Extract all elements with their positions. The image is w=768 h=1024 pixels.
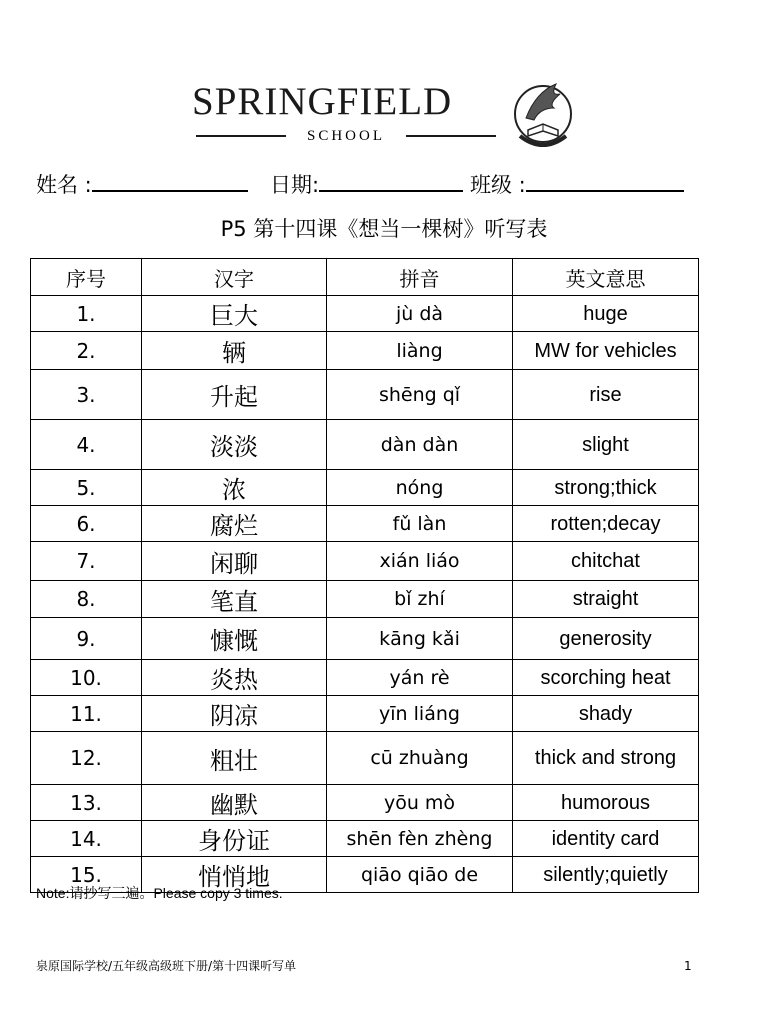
row-hanzi: 闲聊 <box>142 542 327 581</box>
row-pinyin: shēn fèn zhèng <box>327 821 513 857</box>
row-number: 15. <box>31 857 142 893</box>
row-english: strong;thick <box>513 470 699 506</box>
class-label: 班级 : <box>470 173 526 197</box>
row-pinyin: yīn liáng <box>327 696 513 732</box>
row-pinyin: yōu mò <box>327 785 513 821</box>
row-number: 11. <box>31 696 142 732</box>
table-row <box>31 420 699 470</box>
row-english: thick and strong <box>513 732 699 785</box>
row-hanzi: 升起 <box>142 370 327 420</box>
row-english: silently;quietly <box>513 857 699 893</box>
student-info-row <box>36 168 736 198</box>
row-english: slight <box>513 420 699 470</box>
row-number: 3. <box>31 370 142 420</box>
row-pinyin: yán rè <box>327 660 513 696</box>
row-english: humorous <box>513 785 699 821</box>
row-english: scorching heat <box>513 660 699 696</box>
row-english: straight <box>513 581 699 618</box>
copy-note: Note:请抄写三遍。Please copy 3 times. <box>36 885 283 901</box>
row-hanzi: 淡淡 <box>142 420 327 470</box>
name-label: 姓名 : <box>36 173 92 197</box>
table-row <box>31 506 699 542</box>
table-row <box>31 618 699 660</box>
table-header-row <box>31 259 699 296</box>
row-pinyin: kāng kǎi <box>327 618 513 660</box>
row-pinyin: dàn dàn <box>327 420 513 470</box>
header-pinyin: 拼音 <box>327 259 513 296</box>
header-hanzi: 汉字 <box>142 259 327 296</box>
row-pinyin: qiāo qiāo de <box>327 857 513 893</box>
row-english: rotten;decay <box>513 506 699 542</box>
date-blank[interactable] <box>319 168 463 192</box>
logo-subtitle-text: SCHOOL <box>306 128 385 144</box>
date-field[interactable] <box>270 168 463 200</box>
row-number: 10. <box>31 660 142 696</box>
row-hanzi: 悄悄地 <box>142 857 327 893</box>
row-number: 1. <box>31 296 142 332</box>
row-english: huge <box>513 296 699 332</box>
row-number: 5. <box>31 470 142 506</box>
table-row <box>31 660 699 696</box>
row-hanzi: 腐烂 <box>142 506 327 542</box>
vocabulary-table <box>30 258 699 893</box>
table-row <box>31 332 699 370</box>
row-hanzi: 浓 <box>142 470 327 506</box>
row-english: MW for vehicles <box>513 332 699 370</box>
row-pinyin: xián liáo <box>327 542 513 581</box>
row-number: 6. <box>31 506 142 542</box>
table-row <box>31 542 699 581</box>
logo-subtitle <box>196 126 496 146</box>
row-hanzi: 粗壮 <box>142 732 327 785</box>
footer-course-path: 泉原国际学校/五年级高级班下册/第十四课听写单 <box>36 959 297 973</box>
row-hanzi: 身份证 <box>142 821 327 857</box>
row-number: 2. <box>31 332 142 370</box>
page-title: P5 第十四课《想当一棵树》听写表 <box>220 217 548 241</box>
row-hanzi: 幽默 <box>142 785 327 821</box>
row-hanzi: 笔直 <box>142 581 327 618</box>
row-number: 4. <box>31 420 142 470</box>
row-pinyin: nóng <box>327 470 513 506</box>
row-number: 8. <box>31 581 142 618</box>
class-blank[interactable] <box>526 168 684 192</box>
class-field[interactable] <box>470 168 684 200</box>
table-row <box>31 470 699 506</box>
row-pinyin: liàng <box>327 332 513 370</box>
row-english: rise <box>513 370 699 420</box>
school-logo <box>186 72 578 152</box>
row-pinyin: bǐ zhí <box>327 581 513 618</box>
table-row <box>31 785 699 821</box>
page-number: 1 <box>684 959 692 973</box>
row-english: chitchat <box>513 542 699 581</box>
name-field[interactable] <box>36 168 248 200</box>
row-pinyin: fǔ làn <box>327 506 513 542</box>
table-row <box>31 581 699 618</box>
row-hanzi: 阴凉 <box>142 696 327 732</box>
name-blank[interactable] <box>92 168 248 192</box>
header-english: 英文意思 <box>513 259 699 296</box>
row-english: generosity <box>513 618 699 660</box>
row-number: 13. <box>31 785 142 821</box>
row-number: 9. <box>31 618 142 660</box>
row-english: identity card <box>513 821 699 857</box>
table-row <box>31 696 699 732</box>
row-number: 12. <box>31 732 142 785</box>
row-hanzi: 炎热 <box>142 660 327 696</box>
row-hanzi: 巨大 <box>142 296 327 332</box>
table-row <box>31 296 699 332</box>
row-hanzi: 辆 <box>142 332 327 370</box>
row-pinyin: cū zhuàng <box>327 732 513 785</box>
table-row <box>31 821 699 857</box>
school-crest-icon <box>510 74 576 152</box>
row-pinyin: jù dà <box>327 296 513 332</box>
row-pinyin: shēng qǐ <box>327 370 513 420</box>
row-number: 7. <box>31 542 142 581</box>
row-hanzi: 慷慨 <box>142 618 327 660</box>
table-row <box>31 732 699 785</box>
header-number: 序号 <box>31 259 142 296</box>
table-row <box>31 370 699 420</box>
date-label: 日期: <box>270 173 320 197</box>
row-number: 14. <box>31 821 142 857</box>
logo-wordmark: SPRINGFIELD <box>192 80 453 123</box>
row-english: shady <box>513 696 699 732</box>
